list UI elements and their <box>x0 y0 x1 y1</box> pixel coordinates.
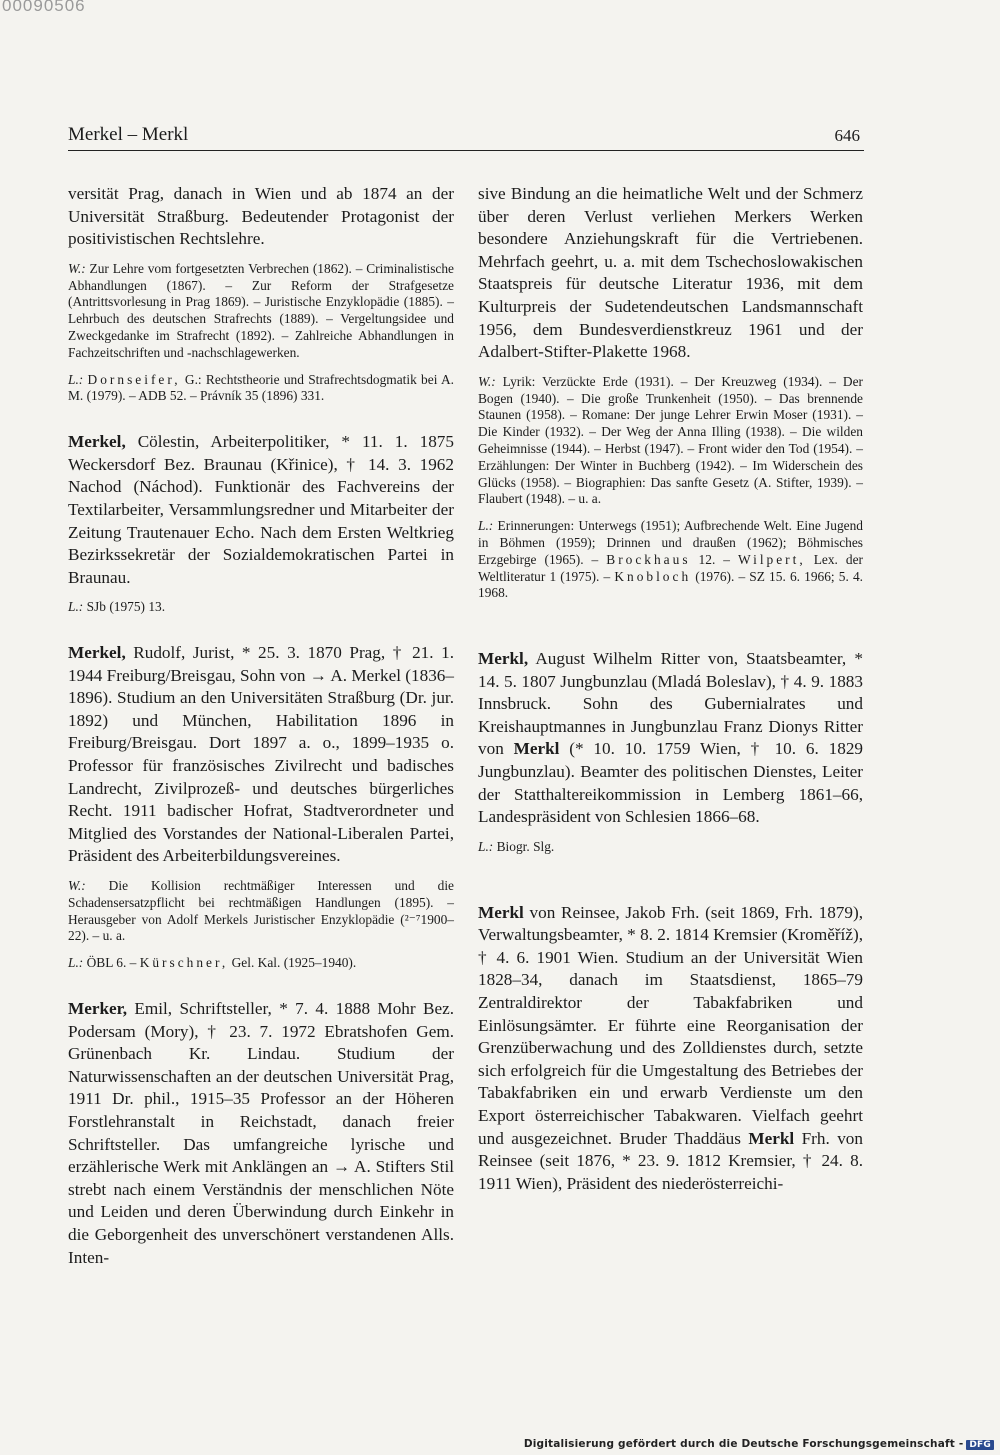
works-list <box>68 261 454 362</box>
entry-merker-emil <box>68 998 454 1269</box>
works-list <box>478 374 863 508</box>
works-label: W.: <box>68 878 86 894</box>
footer-text: Digitalisierung gefördert durch die Deutsche Forschungsgemeinschaft - <box>523 1438 964 1450</box>
continuation-text: sive Bindung an die heimatliche Welt und der Schmerz über deren Verlust verliehen Merkers Werken besondere Anziehungskraft für die Vertriebenen. Mehrfach geehrt, u. a. mit dem Tschechoslowakischen Staatspreis für deutsche Literatur 1936, mit dem Kulturpreis der Sudetendeutschen Landsmannschaft 1956, dem Bundesverdienstkreuz 1961 und der Adalbert-Stifter-Plakette 1968. <box>478 184 863 362</box>
entry-lemma: Merkl, <box>478 649 529 669</box>
literature-author: Brockhaus <box>606 551 691 567</box>
literature-text: SJb (1975) 13. <box>83 599 166 615</box>
running-head-names: Merkel – Merkl <box>68 124 189 145</box>
literature-label: L.: <box>478 838 494 854</box>
right-column <box>478 183 863 1195</box>
entry-inline-name: Merkl <box>748 1128 795 1148</box>
literature-list <box>478 839 863 856</box>
literature-text: ÖBL 6. – <box>83 955 140 971</box>
entry-text: (* 10. 10. 1759 Wien, † 10. 6. 1829 Jungbunzlau). Beamter des politischen Dienstes, Leiter der Statthaltereikommission in Lemberg 1861–66, Landespräsident von Schlesien 1866–68. <box>478 739 864 827</box>
entry-merkel-rudolf <box>68 642 454 868</box>
entry-merkel-coelestin <box>68 431 454 589</box>
works-label: W.: <box>68 260 86 276</box>
entry-lemma: Merker, <box>68 999 128 1019</box>
continuation-text: versität Prag, danach in Wien und ab 1874 an der Universität Straßburg. Bedeutender Protagonist der positivistischen Rechtslehre. <box>68 184 454 249</box>
entry-lemma: Merkel, <box>68 432 126 452</box>
entry-inline-name: Merkl <box>513 739 560 759</box>
literature-label: L.: <box>68 371 84 387</box>
page-number: 646 <box>834 126 860 145</box>
entry-lemma: Merkl <box>478 902 524 922</box>
entry-merkl-august <box>478 648 863 829</box>
works-text: Lyrik: Verzückte Erde (1931). – Der Kreuzweg (1934). – Der Bogen (1940). – Die große Trunkenheit (1950). – Das brennende Staunen (1958). – Romane: Der junge Lehrer Erwin Moser (1931). – Die Kinder (1932). – Der Weg der Anna Illing (1938). – Die wilden Geheimnisse (1944). – Herbst (1947). – Front wider den Tod (1954). – Erzählungen: Der Winter in Buchberg (1942). – Im Widerschein des Glücks (1958). – Biographien: Das sanfte Gesetz (A. Stifter, 1939). – Flaubert (1948). – u. a. <box>478 373 863 507</box>
works-list <box>68 878 454 945</box>
literature-text: Lex. der Weltliteratur 1 (1975). – <box>478 551 863 584</box>
literature-author: Kürschner, <box>139 955 229 971</box>
literature-text: Gel. Kal. (1925–1940). <box>228 955 357 971</box>
entry-lemma: Merkel, <box>68 643 126 663</box>
digitization-footer <box>524 1438 994 1450</box>
entry-text: Rudolf, Jurist, * 25. 3. 1870 Prag, † 21. 1. 1944 Freiburg/Breisgau, Sohn von → A. Merkel (1836–1896). Studium an den Universitäten Straßburg (Dr. jur. 1892) und München, Habilitation 1896 in Freiburg/Breisgau. Dort 1897 a. o., 1899–1935 o. Professor für französisches Zivilrecht und badisches Landrecht, Zivilprozeß- und deutsches bürgerliches Recht. 1911 badischer Hofrat, Stadtverordneter und Mitglied des Vorstandes der National-Liberalen Partei, Präsident des Arbeiterbildungsvereines. <box>68 643 454 866</box>
entry-text: Cölestin, Arbeiterpolitiker, * 11. 1. 1875 Weckersdorf Bez. Braunau (Křinice), † 14. 3. 1962 Nachod (Náchod). Funktionär des Fachvereins der Textilarbeiter, Versammlungsredner und Mitarbeiter der Zeitung Trautenauer Echo. Nach dem Ersten Weltkrieg Bezirkssekretär der Sozialdemokratischen Partei in Braunau. <box>68 432 454 587</box>
entry-text: von Reinsee, Jakob Frh. (seit 1869, Frh. 1879), Verwaltungsbeamter, * 8. 2. 1814 Kremsier (Kroměříž), † 4. 6. 1901 Wien. Studium an der Universität Wien 1828–34, danach im Staatsdienst, 1865–79 Zentraldirektor der Tabakfabriken und Einlösungsämter. Er führte eine Reorganisation der Grenzüberwachung und des Zolldienstes durch, setzte sich erfolgreich für die Umgestaltung des Betriebes der Tabakfabriken ein und erwarb Verdienste um den Export österreichischer Tabakwaren. Vielfach geehrt und ausgezeichnet. Bruder Thaddäus <box>478 902 863 1148</box>
literature-label: L.: <box>478 518 494 534</box>
literature-list <box>68 599 454 616</box>
literature-text: 12. – <box>690 551 738 567</box>
entry-merkl-jakob <box>478 902 863 1196</box>
literature-list <box>478 518 863 602</box>
literature-text: Biogr. Slg. <box>493 838 555 854</box>
works-label: W.: <box>478 373 496 389</box>
literature-label: L.: <box>68 599 84 615</box>
works-text: Die Kollision rechtmäßiger Interessen und die Schadensersatzpflicht bei rechtmäßigen Handlungen (1895). – Herausgeber von Adolf Merkels Juristischer Enzyklopädie (²⁻⁷1900–22). – u. a. <box>68 878 454 944</box>
literature-label: L.: <box>68 955 84 971</box>
entry-text: Frh. von Reinsee (seit 1876, * 23. 9. 1812 Kremsier, † 24. 8. 1911 Wien), Präsident des niederösterreichi- <box>478 1128 863 1193</box>
literature-list <box>68 372 454 406</box>
archive-stamp: 00090506 <box>2 0 86 15</box>
entry-text: August Wilhelm Ritter von, Staatsbeamter, * 14. 5. 1807 Jungbunzlau (Mladá Boleslav), † 4. 9. 1883 Innsbruck. Sohn des Gubernialrates und Kreishauptmannes in Jungbunzlau Franz Dionys Ritter von <box>478 649 863 759</box>
literature-text: G.: Rechtstheorie und Strafrechtsdogmatik bei A. M. (1979). – ADB 52. – Právník 35 (1896) 331. <box>68 371 454 404</box>
literature-author: Knobloch <box>614 568 692 584</box>
literature-text: (1976). – SZ 15. 6. 1966; 5. 4. 1968. <box>478 568 863 601</box>
literature-text: Erinnerungen: Unterwegs (1951); Aufbrechende Welt. Eine Jugend in Böhmen (1959); Drinnen und draußen (1962); Böhmisches Erzgebirge (1965). – <box>478 518 863 567</box>
literature-author: Wilpert, <box>738 551 806 567</box>
running-head <box>68 124 864 151</box>
literature-author: Dornseifer, <box>87 371 181 387</box>
entry-text: Emil, Schriftsteller, * 7. 4. 1888 Mohr Bez. Podersam (Mory), † 23. 7. 1972 Ebratshofen Gem. Grünenbach Kr. Lindau. Studium der Naturwissenschaften an der deutschen Universität Prag, 1911 Dr. phil., 1915–35 Professor an der Höheren Forstlehranstalt in Reichstadt, danach freier Schriftsteller. Das umfangreiche lyrische und erzählerische Werk mit Anklängen an → A. Stifters Stil strebt nach einem Verständnis der menschlichen Nöte und Leiden und deren Überwindung durch Einkehr in die Geborgenheit des unverschönert verstandenen Alls. Inten- <box>68 999 454 1267</box>
works-text: Zur Lehre vom fortgesetzten Verbrechen (1862). – Criminalistische Abhandlungen (1867). – Zur Reform der Strafgesetze (Antrittsvorlesung in Prag 1869). – Juristische Enzyklopädie (1885). – Lehrbuch des deutschen Strafrechts (1889). – Vergeltungsidee und Zweckgedanke im Strafrecht (1892). – Zahlreiche Abhandlungen in Fachzeitschriften und -nachschlagewerken. <box>68 260 454 360</box>
dfg-logo: DFG <box>966 1440 994 1450</box>
literature-list <box>68 955 454 972</box>
left-column <box>68 183 454 1269</box>
